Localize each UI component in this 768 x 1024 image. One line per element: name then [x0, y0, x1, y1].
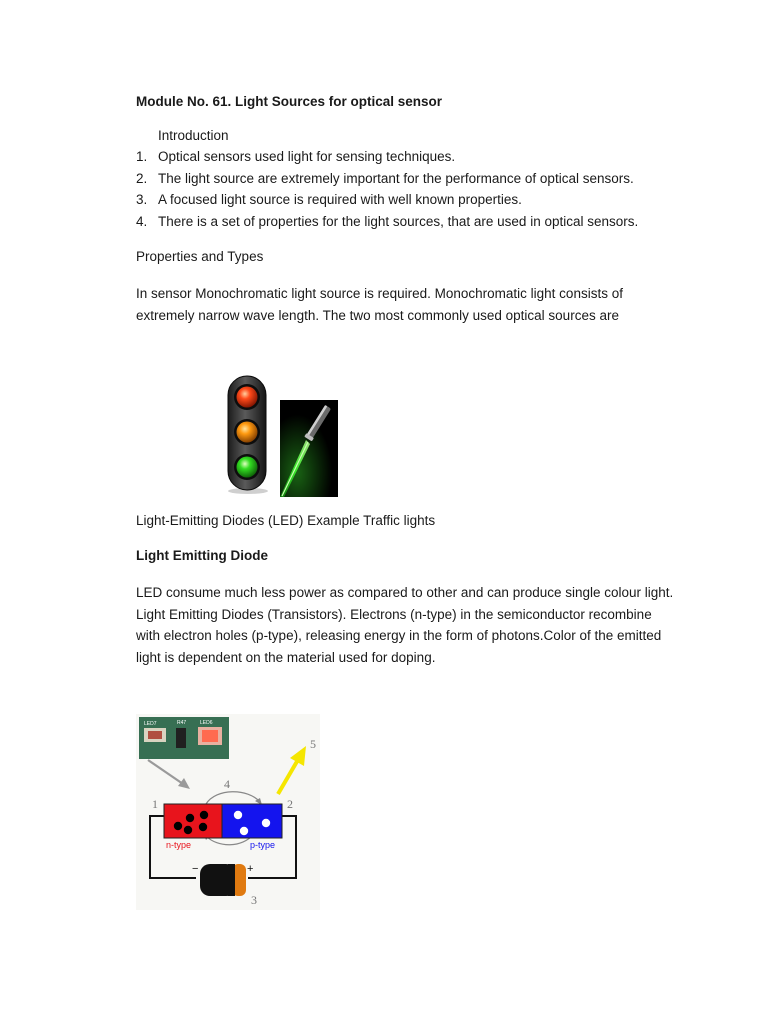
- list-text: There is a set of properties for the light sources, that are used in optical sensors.: [158, 214, 639, 229]
- paragraph-line: In sensor Monochromatic light source is required. Monochromatic light consists of: [136, 286, 623, 301]
- list-number: 1.: [136, 149, 148, 164]
- amber-light: [237, 422, 258, 443]
- figure-caption-led: Light-Emitting Diodes (LED) Example Traffic lights: [136, 513, 436, 528]
- p-type-region: [222, 804, 282, 838]
- n-type-label: n-type: [166, 840, 192, 850]
- paragraph-line: Light Emitting Diodes (Transistors). Electrons (n-type) in the semiconductor recombine: [136, 606, 652, 622]
- p-type-label: p-type: [250, 840, 276, 850]
- list-text: The light source are extremely important for the performance of optical sensors.: [158, 171, 634, 186]
- section-heading-properties: Properties and Types: [136, 249, 264, 264]
- minus-sign: −: [192, 863, 199, 875]
- n-type-region: [164, 804, 222, 838]
- list-number: 3.: [136, 192, 148, 207]
- label-number: 4: [224, 777, 230, 791]
- label-number: 2: [287, 797, 293, 811]
- label-number: 3: [251, 893, 257, 907]
- diode-component: [200, 864, 246, 896]
- label-number: 1: [152, 797, 158, 811]
- board-label: LED7: [144, 721, 157, 727]
- board-label: R47: [177, 720, 187, 726]
- label-number: 5: [310, 737, 316, 751]
- list-number: 4.: [136, 214, 148, 229]
- paragraph-line: LED consume much less power as compared to other and can produce single colour light.: [136, 585, 674, 600]
- led-pn-junction-diagram: [136, 714, 320, 910]
- board-label: LED6: [200, 720, 213, 726]
- plus-sign: +: [247, 863, 254, 875]
- paragraph-monochromatic: [136, 283, 678, 326]
- paragraph-line: light is dependent on the material used for doping.: [136, 649, 436, 665]
- red-light: [237, 387, 258, 408]
- green-light: [237, 457, 258, 478]
- paragraph-line: with electron holes (p-type), releasing energy in the form of photons.Color of the emitted: [136, 628, 662, 643]
- list-text: Optical sensors used light for sensing techniques.: [158, 149, 456, 164]
- laser-pointer-image: [280, 400, 338, 497]
- traffic-light-image: [222, 374, 274, 496]
- paragraph-led: [136, 582, 678, 668]
- intro-heading: Introduction: [158, 128, 229, 143]
- list-text: A focused light source is required with well known properties.: [158, 192, 522, 207]
- list-number: 2.: [136, 171, 148, 186]
- heading-light-emitting-diode: Light Emitting Diode: [136, 548, 268, 563]
- paragraph-line: extremely narrow wave length. The two most commonly used optical sources are: [136, 307, 619, 323]
- module-title: Module No. 61. Light Sources for optical sensor: [136, 94, 443, 109]
- led-circuit-board-image: [139, 717, 229, 759]
